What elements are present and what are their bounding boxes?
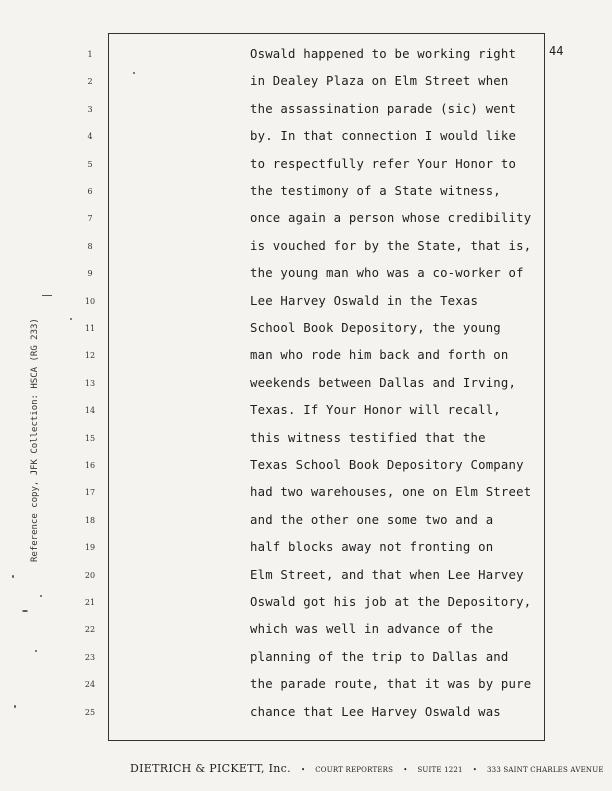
transcript-line-text: planning of the trip to Dallas and [250, 649, 509, 664]
line-number: 16 [84, 461, 96, 470]
line-number: 22 [84, 625, 96, 635]
footer-separator: • [301, 766, 306, 774]
line-number: 4 [87, 132, 93, 142]
transcript-line-text: is vouched for by the State, that is, [250, 238, 532, 253]
line-number: 14 [84, 406, 96, 416]
page-number: 44 [549, 44, 564, 58]
line-number: 9 [87, 269, 93, 279]
line-number: 21 [84, 598, 96, 607]
line-number: 5 [87, 159, 93, 169]
line-number: 18 [84, 515, 96, 525]
line-number: 6 [87, 187, 93, 196]
line-number: 13 [84, 378, 96, 388]
transcript-line-text: the young man who was a co-worker of [250, 266, 524, 281]
scan-speck [133, 72, 135, 74]
transcript-line-text: Texas. If Your Honor will recall, [250, 403, 501, 418]
page-border-bottom [108, 740, 545, 741]
transcript-line-text: Elm Street, and that when Lee Harvey [250, 567, 524, 582]
transcript-line-text: this witness testified that the [250, 430, 486, 445]
line-number: 3 [87, 104, 93, 114]
transcript-line-text: by. In that connection I would like [250, 129, 517, 144]
transcript-line-text: to respectfully refer Your Honor to [250, 156, 517, 171]
transcript-line-text: the assassination parade (sic) went [250, 101, 517, 116]
line-number: 19 [84, 543, 96, 553]
transcript-line-text: Texas School Book Depository Company [250, 458, 524, 472]
line-number: 25 [84, 707, 96, 717]
line-number: 20 [84, 570, 96, 580]
transcript-line-text: chance that Lee Harvey Oswald was [250, 704, 501, 719]
line-number: 8 [87, 241, 93, 251]
transcript-line-text: School Book Depository, the young [250, 321, 501, 335]
transcript-line-text: Oswald happened to be working right [250, 47, 517, 61]
footer-reporters: COURT REPORTERS [315, 766, 394, 774]
scan-speck [40, 595, 42, 597]
transcript-line-text: had two warehouses, one on Elm Street [250, 485, 532, 500]
line-number: 10 [84, 296, 96, 306]
page-border-top [108, 33, 545, 34]
footer-separator: • [472, 766, 477, 774]
scan-speck [70, 318, 72, 320]
scan-speck [35, 650, 37, 652]
line-number: 17 [84, 488, 96, 498]
scan-speck [22, 610, 28, 612]
transcript-line-text: half blocks away not fronting on [250, 540, 494, 555]
scan-speck [14, 705, 16, 708]
line-number: 11 [84, 324, 96, 333]
footer-address: 333 SAINT CHARLES AVENUE [487, 766, 604, 774]
line-number: 12 [84, 351, 96, 361]
transcript-line-text: and the other one some two and a [250, 512, 494, 527]
line-number: 1 [87, 50, 93, 59]
line-number: 15 [84, 433, 96, 443]
footer-separator: • [403, 766, 408, 774]
transcript-line-text: weekends between Dallas and Irving, [250, 375, 517, 390]
transcript-line-text: the testimony of a State witness, [250, 184, 501, 198]
transcript-line-text: man who rode him back and forth on [250, 348, 509, 363]
archive-reference-note: Reference copy, JFK Collection: HSCA (RG 233) [30, 318, 40, 562]
page-border-left [108, 33, 109, 740]
line-number: 24 [84, 680, 96, 690]
court-reporter-footer [130, 757, 604, 776]
footer-firm-name: DIETRICH & PICKETT, Inc. [130, 762, 291, 775]
page-border-right [544, 33, 545, 740]
footer-suite: SUITE 1221 [417, 766, 463, 774]
line-number: 23 [84, 652, 96, 662]
scan-speck [42, 295, 52, 296]
transcript-line-text: once again a person whose credibility [250, 211, 532, 226]
scan-speck [12, 575, 14, 578]
line-number: 7 [87, 214, 93, 224]
transcript-line-text: which was well in advance of the [250, 622, 494, 637]
transcript-line-text: the parade route, that it was by pure [250, 677, 532, 692]
line-number: 2 [87, 77, 93, 87]
transcript-line-text: Lee Harvey Oswald in the Texas [250, 293, 479, 308]
transcript-line-text: Oswald got his job at the Depository, [250, 595, 532, 609]
transcript-line-text: in Dealey Plaza on Elm Street when [250, 74, 509, 89]
